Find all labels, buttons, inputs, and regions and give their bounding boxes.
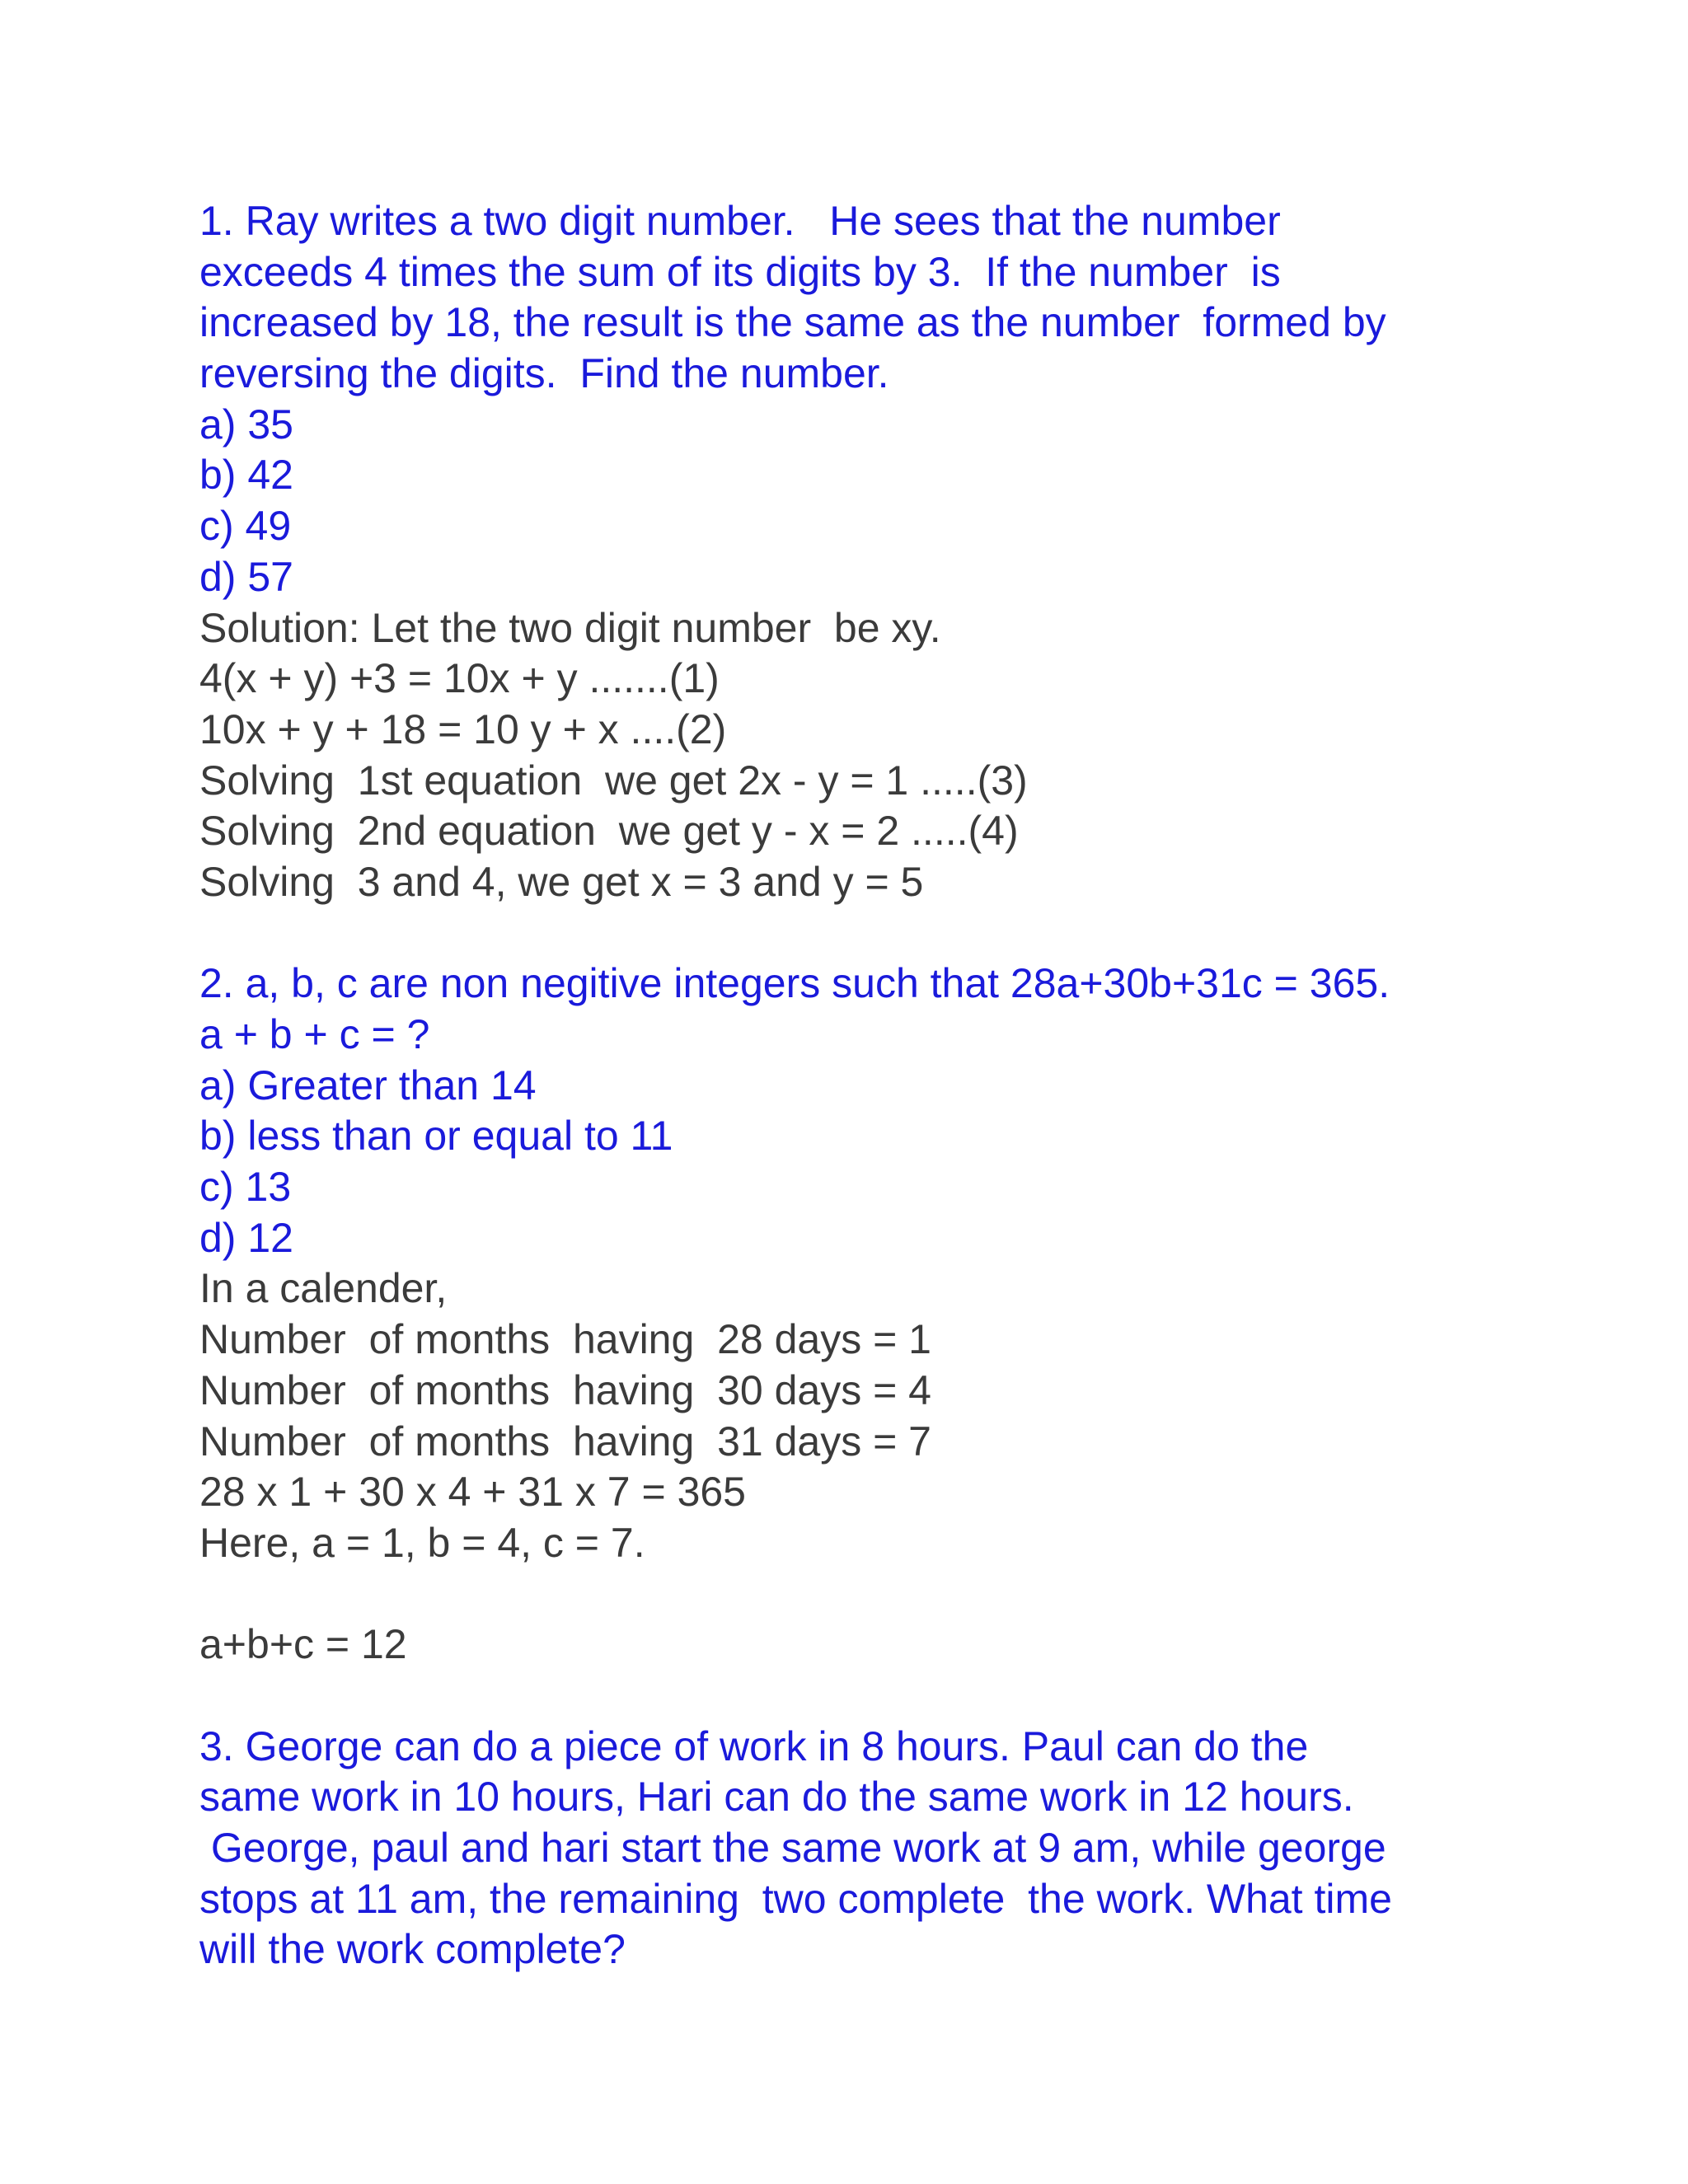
question-1-option-b: b) 42	[199, 452, 293, 499]
question-1-option-c: c) 49	[199, 503, 292, 550]
question-2-solution-line: Here, a = 1, b = 4, c = 7.	[199, 1519, 645, 1566]
question-3-text-line: same work in 10 hours, Hari can do the same work in 12 hours.	[199, 1774, 1354, 1821]
question-3-text-line: 3. George can do a piece of work in 8 hours. Paul can do the	[199, 1722, 1309, 1769]
question-1-solution-line: 10x + y + 18 = 10 y + x ....(2)	[199, 705, 727, 752]
question-2-option-b: b) less than or equal to 11	[199, 1113, 673, 1160]
question-1-option-a: a) 35	[199, 401, 293, 448]
question-1-solution-line: Solving 1st equation we get 2x - y = 1 .....(3)	[199, 757, 1028, 804]
question-1-text-line: reversing the digits. Find the number.	[199, 350, 889, 397]
question-1-solution-line: Solving 2nd equation we get y - x = 2 .....(4)	[199, 808, 1019, 855]
question-2-text-line: 2. a, b, c are non negitive integers such that 28a+30b+31c = 365.	[199, 960, 1390, 1007]
question-2-option-a: a) Greater than 14	[199, 1062, 537, 1108]
question-2-text-line: a + b + c = ?	[199, 1011, 430, 1057]
question-2-option-d: d) 12	[199, 1214, 293, 1261]
question-2-solution-line: 28 x 1 + 30 x 4 + 31 x 7 = 365	[199, 1469, 746, 1516]
question-2-solution-line: Number of months having 28 days = 1	[199, 1316, 931, 1363]
question-3	[199, 1722, 1601, 1975]
question-3-text-line: stops at 11 am, the remaining two complete the work. What time	[199, 1875, 1392, 1922]
question-1-solution-line: Solving 3 and 4, we get x = 3 and y = 5	[199, 858, 924, 905]
section-spacer	[199, 1671, 1601, 1722]
question-1-solution-line: 4(x + y) +3 = 10x + y .......(1)	[199, 655, 720, 702]
question-2-solution-line: Number of months having 31 days = 7	[199, 1418, 931, 1465]
question-1-text-line: 1. Ray writes a two digit number. He sees that the number	[199, 198, 1281, 244]
answer-spacer	[199, 1569, 1601, 1620]
question-3-text-line: will the work complete?	[199, 1926, 626, 1973]
question-2-solution-line: In a calender,	[199, 1265, 448, 1312]
section-spacer	[199, 908, 1601, 959]
question-2-option-c: c) 13	[199, 1164, 292, 1211]
question-3-text-line: George, paul and hari start the same work at 9 am, while george	[199, 1825, 1386, 1871]
question-1	[199, 196, 1601, 908]
question-1-option-d: d) 57	[199, 553, 293, 600]
question-2	[199, 958, 1601, 1671]
question-2-answer: a+b+c = 12	[199, 1621, 407, 1668]
question-1-text-line: increased by 18, the result is the same as the number formed by	[199, 299, 1386, 346]
question-1-solution-line: Solution: Let the two digit number be xy.	[199, 604, 941, 651]
question-1-text-line: exceeds 4 times the sum of its digits by 3. If the number is	[199, 248, 1281, 295]
question-2-solution-line: Number of months having 30 days = 4	[199, 1366, 931, 1413]
document-content	[199, 196, 1601, 1975]
